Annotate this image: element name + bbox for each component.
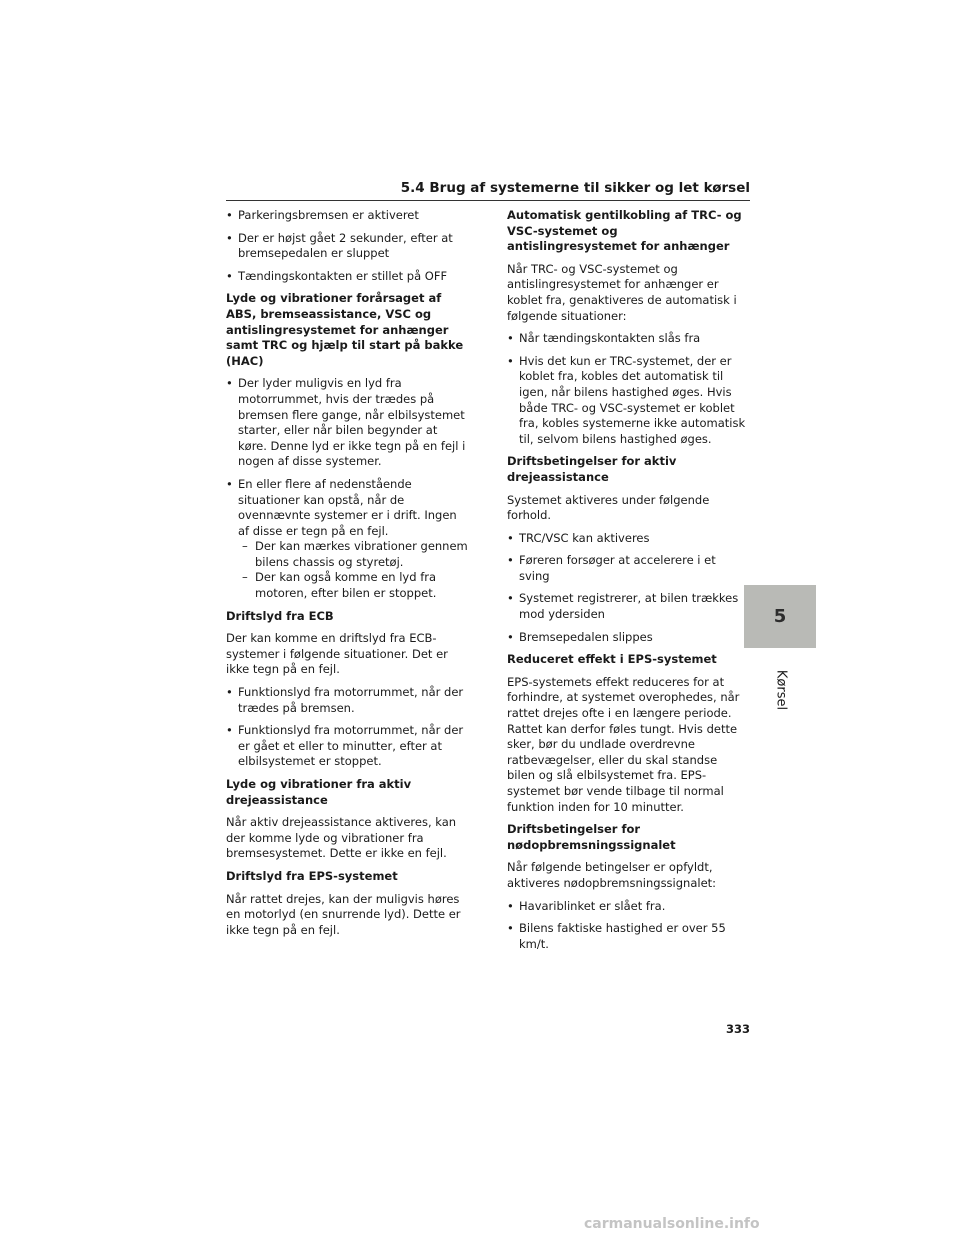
sub-list-item: – Der kan mærkes vibrationer gennem bilens chassis og styretøj. [226,539,468,570]
list-item: • Når tændingskontakten slås fra [507,331,747,347]
section-header: 5.4 Brug af systemerne til sikker og let kørsel [226,180,750,201]
paragraph: Systemet aktiveres under følgende forhold. [507,492,710,523]
list-item: • Der lyder muligvis en lyd fra motorrummet, hvis der trædes på bremsen flere gange, når elbilsystemet starter, eller når bilen begynder at køre. Denne lyd er ikke tegn på en fejl i nogen af disse systemer. [226,376,468,470]
list-item: • Bremsepedalen slippes [507,630,747,646]
paragraph: Når aktiv drejeassistance aktiveres, kan der komme lyde og vibrationer fra bremsesystemet. Dette er ikke en fejl. [226,815,457,861]
section-heading: Driftslyd fra ECB [226,608,334,623]
list-item: • Funktionslyd fra motorrummet, når der trædes på bremsen. [226,685,468,716]
list-item: • Føreren forsøger at accelerere i et sving [507,553,747,584]
chapter-tab: 5 [744,585,816,648]
list-item: • Der er højst gået 2 sekunder, efter at bremsepedalen er sluppet [226,231,468,262]
paragraph: EPS-systemets effekt reduceres for at forhindre, at systemet overophedes, når rattet drejes ofte i en længere periode. Rattet kan derfor føles tungt. Hvis dette sker, bør du undlade overdrevne ratbevægelser, eller du skal standse bilen og slå elbilsystemet fra. EPS-systemet bør vende tilbage til normal funktion inden for 10 minutter. [507,674,740,814]
section-heading: Reduceret effekt i EPS-systemet [507,652,717,667]
section-heading: Lyde og vibrationer fra aktiv drejeassistance [226,777,412,807]
sub-list [226,539,468,601]
list-item: • Havariblinket er slået fra. [507,899,747,915]
list-item: • Parkeringsbremsen er aktiveret [226,208,468,224]
list-item: • Hvis det kun er TRC-systemet, der er koblet fra, kobles det automatisk til igen, når bilens hastighed øges. Hvis både TRC- og VSC-systemet er koblet fra, kobles systemerne ikke automatisk til, selvom bilens hastighed øges. [507,354,747,448]
section-heading: Automatisk gentilkobling af TRC- og VSC-systemet og antislingresystemet for anhænger [507,208,742,254]
list-item: • En eller flere af nedenstående situationer kan opstå, når de ovennævnte systemer er i drift. Ingen af disse er tegn på en fejl. [226,477,468,539]
chapter-label: Kørsel [773,669,789,711]
right-column [507,208,747,959]
section-heading: Lyde og vibrationer forårsaget af ABS, bremseassistance, VSC og antislingresystemet for anhænger samt TRC og hjælp til start på bakke (HAC) [226,291,464,368]
list-item: • Funktionslyd fra motorrummet, når der er gået et eller to minutter, efter at elbilsystemet er stoppet. [226,723,468,770]
paragraph: Når TRC- og VSC-systemet og antislingresystemet for anhænger er koblet fra, genaktiveres de automatisk i følgende situationer: [507,261,737,323]
paragraph: Når rattet drejes, kan der muligvis høres en motorlyd (en snurrende lyd). Dette er ikke tegn på en fejl. [226,891,461,937]
left-column [226,208,468,945]
list-item: • Tændingskontakten er stillet på OFF [226,269,468,285]
paragraph: Når følgende betingelser er opfyldt, aktiveres nødopbremsningssignalet: [507,860,717,890]
sub-list-item: – Der kan også komme en lyd fra motoren, efter bilen er stoppet. [226,570,468,601]
section-heading: Driftsbetingelser for nødopbremsningssignalet [507,822,676,852]
paragraph: Der kan komme en driftslyd fra ECB-systemer i følgende situationer. Det er ikke tegn på en fejl. [226,631,448,677]
list-item: • TRC/VSC kan aktiveres [507,531,747,547]
section-heading: Driftslyd fra EPS-systemet [226,868,398,883]
list-item: • Systemet registrerer, at bilen trækkes mod ydersiden [507,591,747,622]
watermark: carmanualsonline.info [584,1216,760,1232]
section-heading: Driftsbetingelser for aktiv drejeassistance [507,454,677,484]
list-item: • Bilens faktiske hastighed er over 55 km/t. [507,921,747,952]
page-number: 333 [725,1022,750,1036]
